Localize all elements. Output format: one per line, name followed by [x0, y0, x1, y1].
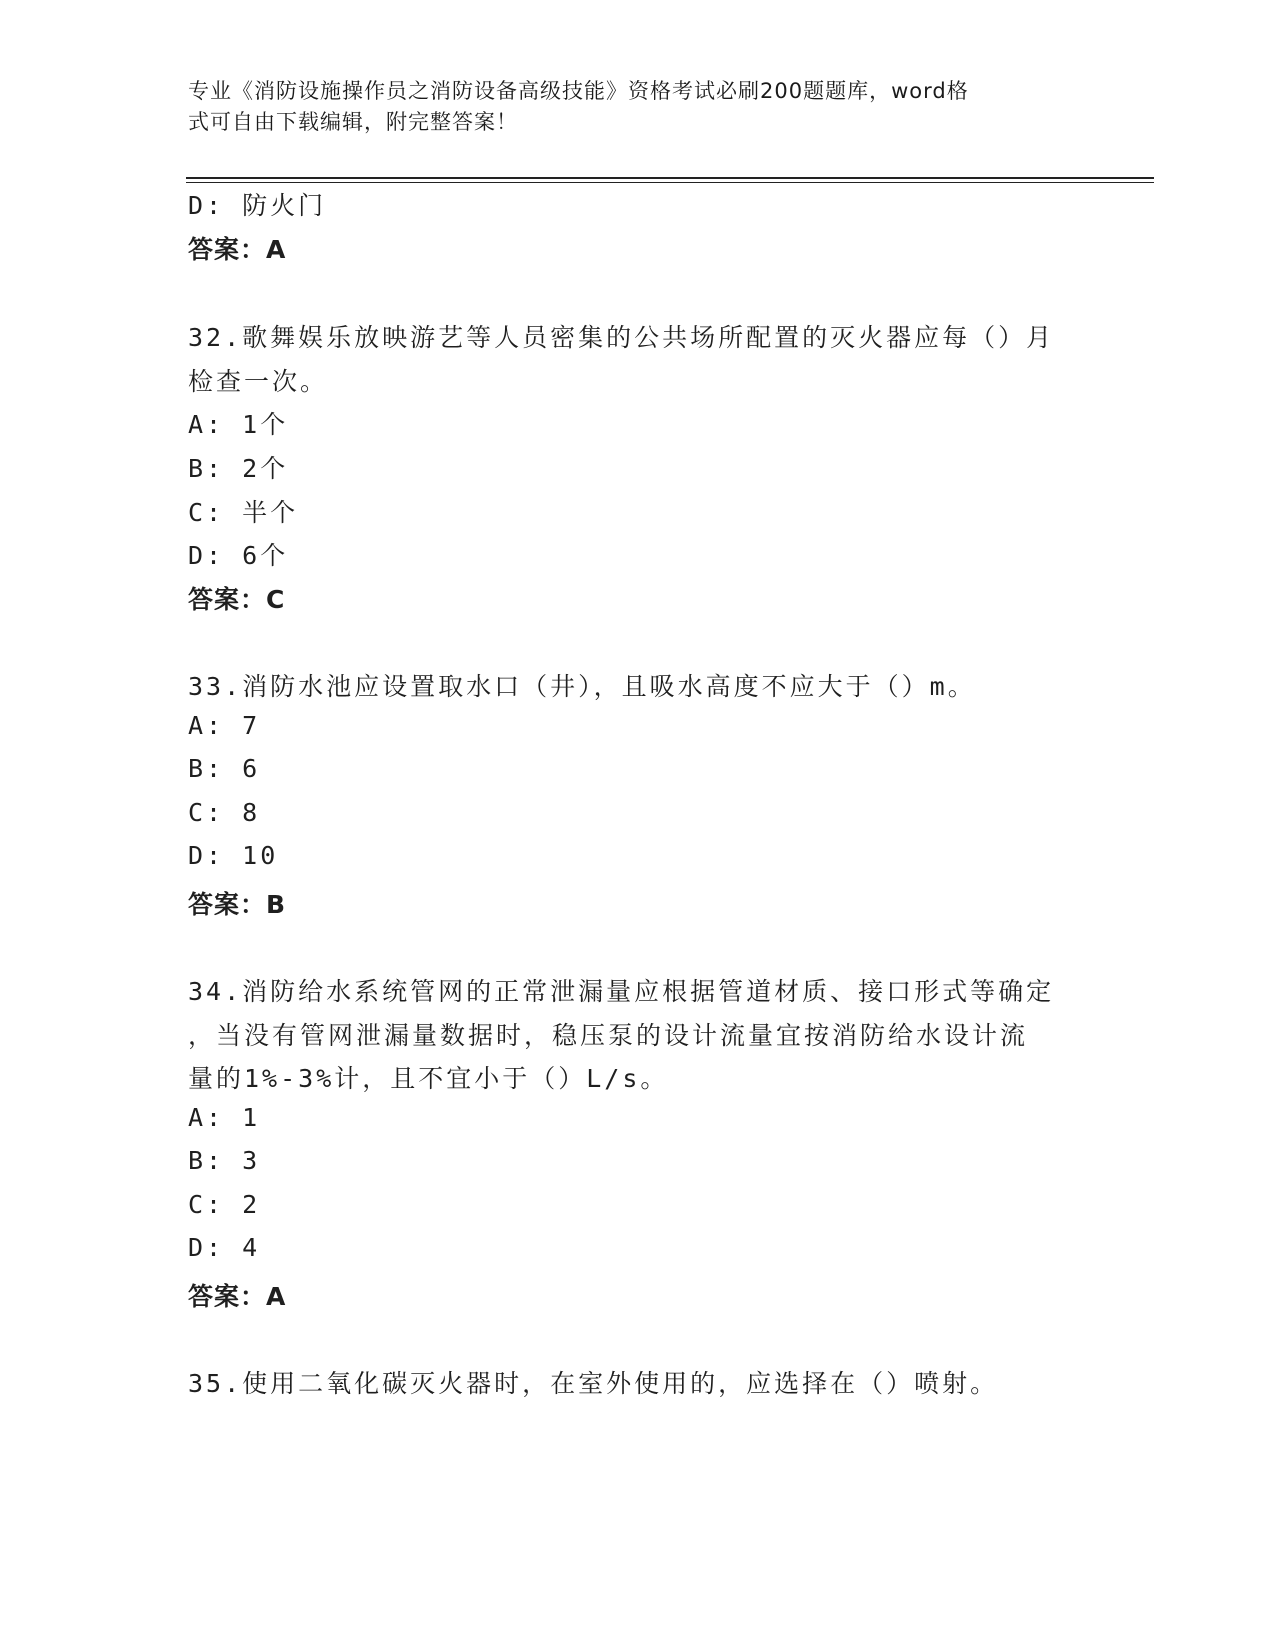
- option-c: C: 8: [188, 798, 261, 827]
- option-b: B: 3: [188, 1146, 261, 1175]
- option-a: A: 1个: [188, 410, 289, 439]
- option-b: B: 2个: [188, 454, 289, 483]
- page-header: [188, 76, 1068, 138]
- question-stem-line: 35.使用二氧化碳灭火器时，在室外使用的，应选择在（）喷射。: [188, 1369, 999, 1398]
- header-title-line-1: 专业《消防设施操作员之消防设备高级技能》资格考试必刷200题题库，word格: [188, 79, 969, 103]
- option-d: D: 10: [188, 841, 279, 870]
- question-stem-line: 34.消防给水系统管网的正常泄漏量应根据管道材质、接口形式等确定: [188, 977, 1055, 1006]
- answer-line: 答案：A: [188, 1282, 287, 1311]
- question-stem-line: ，当没有管网泄漏量数据时，稳压泵的设计流量宜按消防给水设计流: [188, 1021, 1029, 1050]
- answer-line: 答案：C: [188, 585, 286, 614]
- question-stem-line: 检查一次。: [188, 367, 329, 396]
- option-c: C: 半个: [188, 498, 299, 527]
- answer-line: 答案：A: [188, 235, 287, 264]
- question-stem-line: 33.消防水池应设置取水口（井），且吸水高度不应大于（）m。: [188, 672, 976, 701]
- answer-line: 答案：B: [188, 890, 287, 919]
- option-d: D: 6个: [188, 541, 289, 570]
- question-stem-line: 32.歌舞娱乐放映游艺等人员密集的公共场所配置的灭火器应每（）月: [188, 323, 1055, 352]
- option-b: B: 6: [188, 754, 261, 783]
- option-a: A: 1: [188, 1103, 261, 1132]
- option-d: D: 防火门: [188, 191, 327, 220]
- header-divider: [186, 177, 1154, 183]
- option-d: D: 4: [188, 1233, 261, 1262]
- question-stem-line: 量的1%-3%计，且不宜小于（）L/s。: [188, 1064, 669, 1093]
- header-title-line-2: 式可自由下载编辑，附完整答案！: [188, 110, 518, 134]
- option-c: C: 2: [188, 1190, 261, 1219]
- option-a: A: 7: [188, 711, 261, 740]
